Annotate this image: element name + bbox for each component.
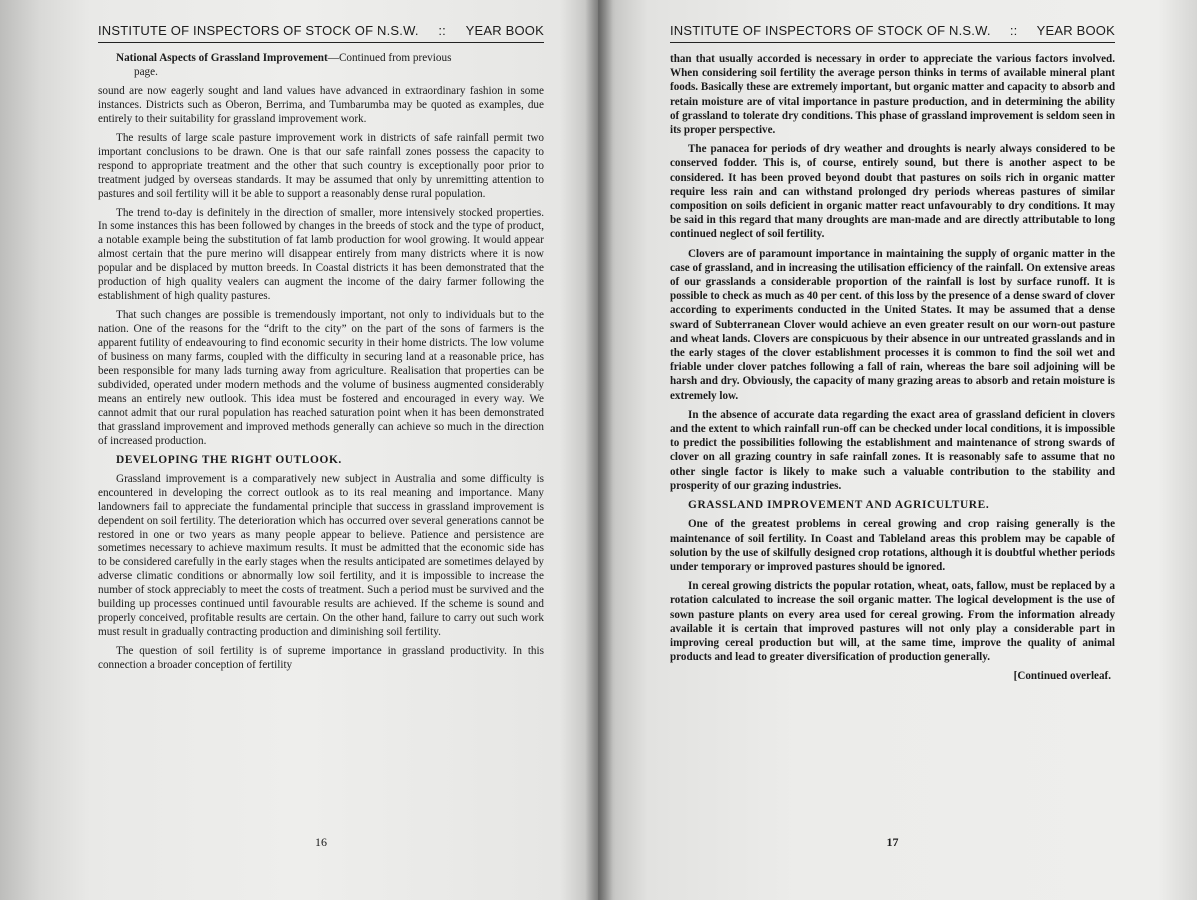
running-head-separator: :: [438, 23, 446, 38]
paragraph: The trend to-day is definitely in the direction of smaller, more intensively stocked properties. In some instances this has been followed by changes in the breeds of stock and the type of product, a notable example being the substitution of fat lamb production for wool growing. It would appear almost certain that the pure merino will disappear entirely from many districts where it is now popular and be displaced by mutton breeds. In Coastal districts it has been demonstrated that the production of high quality vealers can augment the income of the dairy farmer following the establishment of high quality pastures. [98, 206, 544, 303]
paragraph: Clovers are of paramount importance in maintaining the supply of organic matter in the case of grassland, and in increasing the utilisation efficiency of the rainfall. On extensive areas of our grasslands a considerable proportion of the rainfall is lost by surface runoff. It is possible to check as much as 40 per cent. of this loss by the presence of a dense sward of clover according to experiments conducted in the United States. It may be assumed that a dense sward of Subterranean Clover would achieve an even greater result on our worn-out pasture and wheat lands. Clovers are conspicuous by their absence in our untreated grasslands and in the early stages of the clover establishment processes it is common to find the soil wet and friable under clover patches following a fall of rain, whereas the bare soil adjoining will be harsh and dry. Obviously, the capacity of many grazing areas to absorb and retain moisture is extremely low. [670, 247, 1115, 402]
running-head-separator: :: [1009, 23, 1018, 38]
running-head-book: YEAR BOOK [465, 23, 544, 38]
page-number: 16 [315, 835, 327, 849]
running-head-publisher: INSTITUTE OF INSPECTORS OF STOCK OF N.S.W. [98, 23, 419, 38]
paragraph: The question of soil fertility is of supreme importance in grassland productivity. In this connection a broader conception of fertility [98, 645, 544, 672]
paragraph: Grassland improvement is a comparatively new subject in Australia and some difficulty is encountered in developing the correct outlook as to its real meaning and importance. Many landowners fail to appreciate the fundamental principle that success in grassland improvement is dependent on soil fertility. The deterioration which has occurred over several generations cannot be restored in one or two years as many people appear to believe. Patience and persistence are sometimes necessary to achieve maximum results. It must be admitted that the economic side has to be considered carefully in the early stages when the results anticipated are sometimes delayed by adverse climatic conditions or abnormally low soil fertility, and it is impossible to increase the number of stock appreciably to meet the costs of treatment. Such a period must be survived and the building up processes continued until favourable results are achieved. If the scheme is sound and properly conceived, profitable results are certain. On the other hand, failure to carry out such work must result in gradually contracting production and diminishing soil fertility. [98, 472, 544, 639]
paragraph: That such changes are possible is tremendously important, not only to individuals but to the nation. One of the reasons for the “drift to the city” on the part of the sons of farmers is the apparent futility of endeavouring to find economic security in their home districts. The low volume of business on many farms, coupled with the difficulty in securing land at a reasonable price, has been responsible for many lads turning away from agriculture. Realisation that properties can be subdivided, operated under modern methods and the volume of business augmented considerably means an entirely new outlook. This idea must be fostered and encouraged in every way. We cannot admit that our rural population has reached saturation point when it has been demonstrated that grassland improvement and improved methods generally can achieve so much in the direction of increased production. [98, 309, 544, 447]
running-head-right [670, 14, 1115, 43]
paragraph: The results of large scale pasture improvement work in districts of safe rainfall permit two important conclusions to be drawn. One is that our safe rainfall zones possess the capacity to respond to appropriate treatment and the other that such country is exceptionally poor prior to treatment judged by overseas standards. It may be assumed that only by unremitting attention to pastures and soil fertility will it be able to support a reasonably dense rural population. [98, 131, 544, 200]
section-heading: DEVELOPING THE RIGHT OUTLOOK. [116, 453, 342, 466]
section-heading: GRASSLAND IMPROVEMENT AND AGRICULTURE. [688, 499, 990, 512]
left-page-body [98, 52, 544, 673]
paragraph: sound are now eagerly sought and land values have advanced in extraordinary fashion in some instances. Districts such as Oberon, Berrima, and Tumbarumba may be quoted as examples, due entirely to their suitability for grassland improvement work. [98, 84, 544, 125]
continued-overleaf-note: [Continued overleaf. [1013, 670, 1111, 683]
paragraph: than that usually accorded is necessary in order to appreciate the various factors involved. When considering soil fertility the average person thinks in terms of available mineral plant foods. Basically these are extremely important, but organic matter and capacity to absorb and retain moisture are of vital importance in pasture production, and in determining the ability of grassland to tolerate dry conditions. This phase of grassland improvement is seldom seen in its proper perspective. [670, 53, 1115, 137]
paragraph: The panacea for periods of dry weather and droughts is nearly always considered to be conserved fodder. This is, of course, entirely sound, but there is another aspect to be considered. It has been proved beyond doubt that pastures on soils rich in organic matter require less rain and can withstand prolonged dry periods whereas pastures of similar composition on soils deficient in organic matter react unfavourably to dry conditions. It may be said in this regard that many droughts are man-made and are directly attributable to long continued neglect of soil fertility. [670, 143, 1115, 241]
paragraph: In the absence of accurate data regarding the exact area of grassland deficient in clovers and the extent to which rainfall run-off can be checked under local conditions, it is impossible to predict the possibilities following the establishment and maintenance of strong swards of clover on all grazing country in safe rainfall zones. It is reasonably safe to assume that no other single factor is likely to make such a valuable contribution to the stability and prosperity of our grazing industries. [670, 408, 1115, 492]
continued-heading-title: National Aspects of Grassland Improvement [116, 52, 328, 64]
continued-heading-page: page. [134, 65, 158, 78]
right-page-body [670, 52, 1115, 684]
continued-heading [98, 52, 544, 80]
page-number: 17 [886, 835, 899, 849]
left-page [0, 0, 598, 900]
running-head-publisher: INSTITUTE OF INSPECTORS OF STOCK OF N.S.W. [670, 23, 991, 38]
running-head-book: YEAR BOOK [1036, 23, 1115, 38]
right-page [598, 0, 1197, 900]
continued-heading-note: —Continued from previous [327, 52, 452, 64]
paragraph: In cereal growing districts the popular rotation, wheat, oats, fallow, must be replaced by a rotation calculated to increase the soil organic matter. The logical development is the use of sown pasture plants on every area used for cereal growing. From the information already available it is certain that improved pastures will not only play a considerable part in improving cereal production but will, at the same time, improve the quality of animal products and lead to greater diversification of production generally. [670, 580, 1115, 664]
paragraph: One of the greatest problems in cereal growing and crop raising generally is the maintenance of soil fertility. In Coast and Tableland areas this problem may be capable of solution by the use of skilfully designed crop rotations, although it is doubtful whether periods under temporary or improved pastures should be ignored. [670, 518, 1115, 573]
running-head-left [98, 14, 544, 43]
